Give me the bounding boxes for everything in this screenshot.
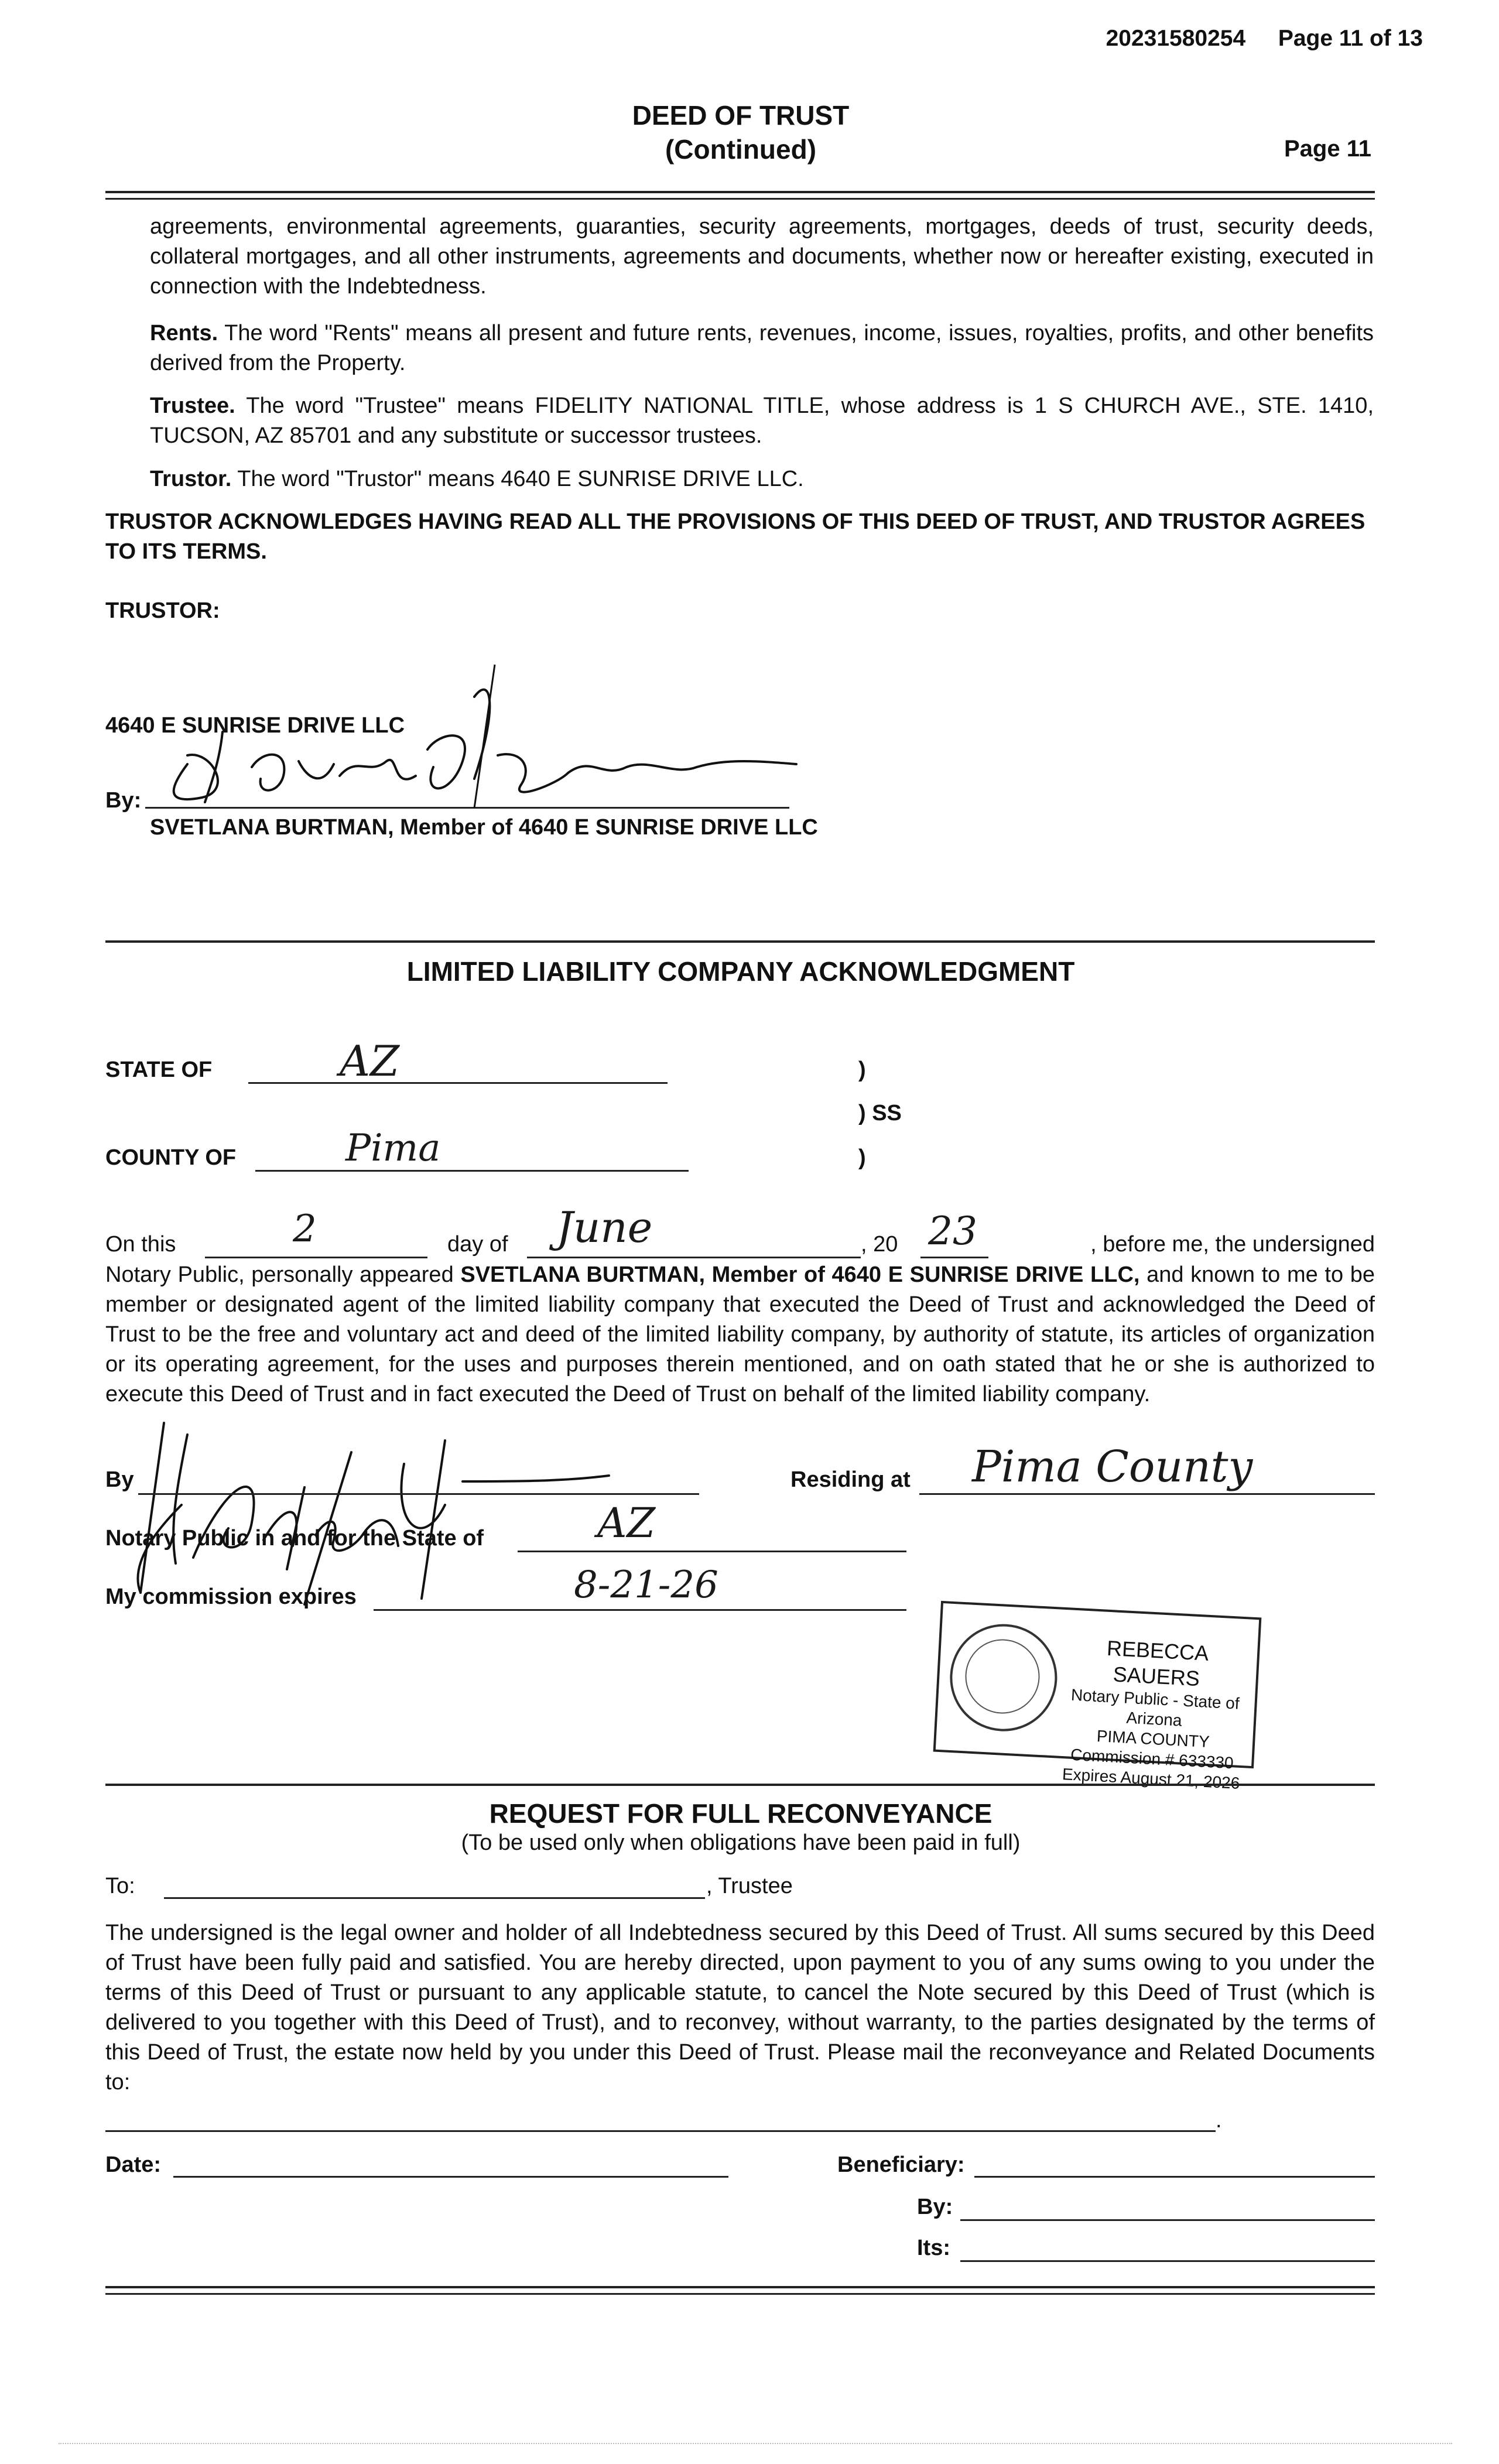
residing-at-value: Pima County bbox=[972, 1442, 1253, 1492]
notary-stamp bbox=[933, 1601, 1262, 1792]
reconveyance-to-label: To: bbox=[105, 1874, 135, 1898]
definition-text-trustor: The word "Trustor" means 4640 E SUNRISE DRIVE LLC. bbox=[231, 467, 804, 491]
notary-name: REBECCA SAUERS bbox=[1106, 1635, 1210, 1691]
trustor-acknowledgement: TRUSTOR ACKNOWLEDGES HAVING READ ALL THE PROVISIONS OF THIS DEED OF TRUST, AND TRUSTOR AGREES TO ITS TERMS. bbox=[105, 509, 1365, 564]
notary-stamp-text bbox=[1057, 1633, 1252, 1794]
acknowledgment-body bbox=[105, 1260, 1375, 1409]
reconveyance-to-line[interactable] bbox=[164, 1897, 705, 1899]
mail-to-line[interactable] bbox=[105, 2130, 1216, 2132]
notary-state-label: Notary Public in and for the State of bbox=[105, 1526, 484, 1551]
reconveyance-heading: REQUEST FOR FULL RECONVEYANCE bbox=[489, 1798, 993, 1829]
year-value: 23 bbox=[928, 1209, 977, 1254]
state-of-label: STATE OF bbox=[105, 1058, 213, 1082]
trustor-signature bbox=[146, 662, 814, 820]
header-rule-bottom bbox=[105, 198, 1375, 200]
definition-term-trustor: Trustor. bbox=[150, 467, 232, 491]
notary-county: PIMA COUNTY bbox=[1096, 1727, 1210, 1751]
ss-label: ) SS bbox=[858, 1101, 902, 1125]
recording-number: 20231580254 bbox=[1106, 26, 1246, 51]
definition-term-rents: Rents. bbox=[150, 321, 218, 345]
state-of-value: AZ bbox=[340, 1036, 400, 1086]
page-of-count: Page 11 of 13 bbox=[1278, 26, 1423, 51]
trustor-label: TRUSTOR: bbox=[105, 598, 220, 623]
arizona-seal-icon bbox=[947, 1621, 1060, 1734]
notary-by-label: By bbox=[105, 1467, 134, 1492]
beneficiary-its-line[interactable] bbox=[960, 2260, 1375, 2262]
county-of-label: COUNTY OF bbox=[105, 1145, 237, 1170]
section-divider bbox=[105, 940, 1375, 943]
year-prefix: , 20 bbox=[861, 1232, 898, 1257]
beneficiary-line[interactable] bbox=[974, 2176, 1375, 2178]
reconveyance-trustee-suffix: , Trustee bbox=[706, 1874, 793, 1898]
date-line[interactable] bbox=[173, 2176, 728, 2178]
date-label: Date: bbox=[105, 2152, 162, 2177]
header-rule-top bbox=[105, 191, 1375, 193]
before-me-text: , before me, the undersigned bbox=[1090, 1232, 1375, 1257]
document-header-number bbox=[1106, 26, 1423, 52]
page-label: Page 11 bbox=[1284, 136, 1371, 162]
commission-expires-line bbox=[374, 1609, 906, 1611]
month-value: June bbox=[556, 1203, 653, 1252]
definition-trustee bbox=[150, 391, 1374, 451]
county-of-value: Pima bbox=[345, 1127, 441, 1170]
definition-text-rents: The word "Rents" means all present and future rents, revenues, income, issues, royalties, profits, and other benefits derived from the Property. bbox=[150, 321, 1374, 375]
paren-1: ) bbox=[858, 1058, 866, 1082]
beneficiary-by-label: By: bbox=[917, 2195, 953, 2219]
definition-text-trustee: The word "Trustee" means FIDELITY NATIONAL TITLE, whose address is 1 S CHURCH AVE., STE. 1410, TUCSON, AZ 85701 and any substitute or successor trustees. bbox=[150, 393, 1374, 448]
reconveyance-body: The undersigned is the legal owner and holder of all Indebtedness secured by this Deed of Trust. All sums secured by this Deed of Trust have been fully paid and satisfied. You are hereby directed, upon payment to you of any sums owing to you under the terms of this Deed of Trust or pursuant to any applicable statute, to cancel the Note secured by this Deed of Trust (which is delivered to you together with this Deed of Trust), and to reconvey, without warranty, to the parties designated by the terms of this Deed of Trust, the estate now held by you under this Deed of Trust. Please mail the reconveyance and Related Documents to: bbox=[105, 1921, 1375, 2095]
notary-title: Notary Public - State of Arizona bbox=[1070, 1685, 1240, 1730]
residing-at-label: Residing at bbox=[790, 1467, 911, 1492]
paren-3: ) bbox=[858, 1145, 866, 1170]
beneficiary-by-line[interactable] bbox=[960, 2219, 1375, 2221]
llc-ack-heading: LIMITED LIABILITY COMPANY ACKNOWLEDGMENT bbox=[406, 956, 1075, 987]
residing-at-line bbox=[919, 1493, 1375, 1495]
body-rest: and known to me to be member or designated agent of the limited liability company that executed the Deed of Trust and acknowledged the Deed of Trust to be the free and voluntary act and deed of the limited liability company, by authority of statute, its articles of organization or its operating agreement, for the uses and purposes therein mentioned, and on oath stated that he or she is authorized to execute this Deed of Trust and in fact executed the Deed of Trust on behalf of the limited liability company. bbox=[105, 1262, 1375, 1406]
notary-commission-number: Commission # 633330 bbox=[1070, 1745, 1234, 1772]
document-title: DEED OF TRUST bbox=[632, 100, 850, 131]
notary-by-line bbox=[138, 1493, 699, 1495]
mail-to-period: . bbox=[1216, 2108, 1222, 2133]
trustor-signer-name: SVETLANA BURTMAN, Member of 4640 E SUNRISE DRIVE LLC bbox=[150, 815, 818, 840]
day-line bbox=[205, 1257, 427, 1258]
definition-rents bbox=[150, 319, 1374, 378]
day-value: 2 bbox=[293, 1207, 317, 1251]
month-line bbox=[527, 1257, 861, 1258]
reconveyance-divider bbox=[105, 1784, 1375, 1786]
beneficiary-label: Beneficiary: bbox=[837, 2152, 965, 2177]
commission-expires-label: My commission expires bbox=[105, 1585, 357, 1609]
year-line bbox=[920, 1257, 988, 1258]
footer-rule-top bbox=[105, 2286, 1375, 2288]
county-of-line bbox=[255, 1170, 689, 1172]
body-appearing-party: SVETLANA BURTMAN, Member of 4640 E SUNRISE DRIVE LLC, bbox=[460, 1262, 1140, 1287]
trustor-company-name: 4640 E SUNRISE DRIVE LLC bbox=[105, 713, 405, 738]
notary-expiration: Expires August 21, 2026 bbox=[1062, 1765, 1241, 1792]
beneficiary-its-label: Its: bbox=[917, 2236, 950, 2260]
scan-artifact-line bbox=[59, 2443, 1452, 2444]
notary-state-value: AZ bbox=[597, 1499, 656, 1547]
commission-expires-value: 8-21-26 bbox=[574, 1563, 718, 1607]
state-of-line bbox=[248, 1082, 668, 1084]
definition-trustor bbox=[150, 464, 1374, 494]
definition-term-trustee: Trustee. bbox=[150, 393, 235, 418]
trustor-by-label: By: bbox=[105, 788, 142, 813]
footer-rule-bottom bbox=[105, 2293, 1375, 2295]
body-intro: Notary Public, personally appeared bbox=[105, 1262, 461, 1287]
notary-state-line bbox=[518, 1551, 906, 1552]
on-this-label: On this bbox=[105, 1232, 176, 1257]
definition-continued-paragraph: agreements, environmental agreements, guaranties, security agreements, mortgages, deeds of trust, security deeds, collateral mortgages, and all other instruments, agreements and documents, whether now or hereafter existing, executed in connection with the Indebtedness. bbox=[150, 214, 1374, 299]
day-of-label: day of bbox=[447, 1232, 508, 1257]
reconveyance-subheading: (To be used only when obligations have been paid in full) bbox=[461, 1830, 1021, 1855]
document-subtitle: (Continued) bbox=[665, 134, 817, 165]
